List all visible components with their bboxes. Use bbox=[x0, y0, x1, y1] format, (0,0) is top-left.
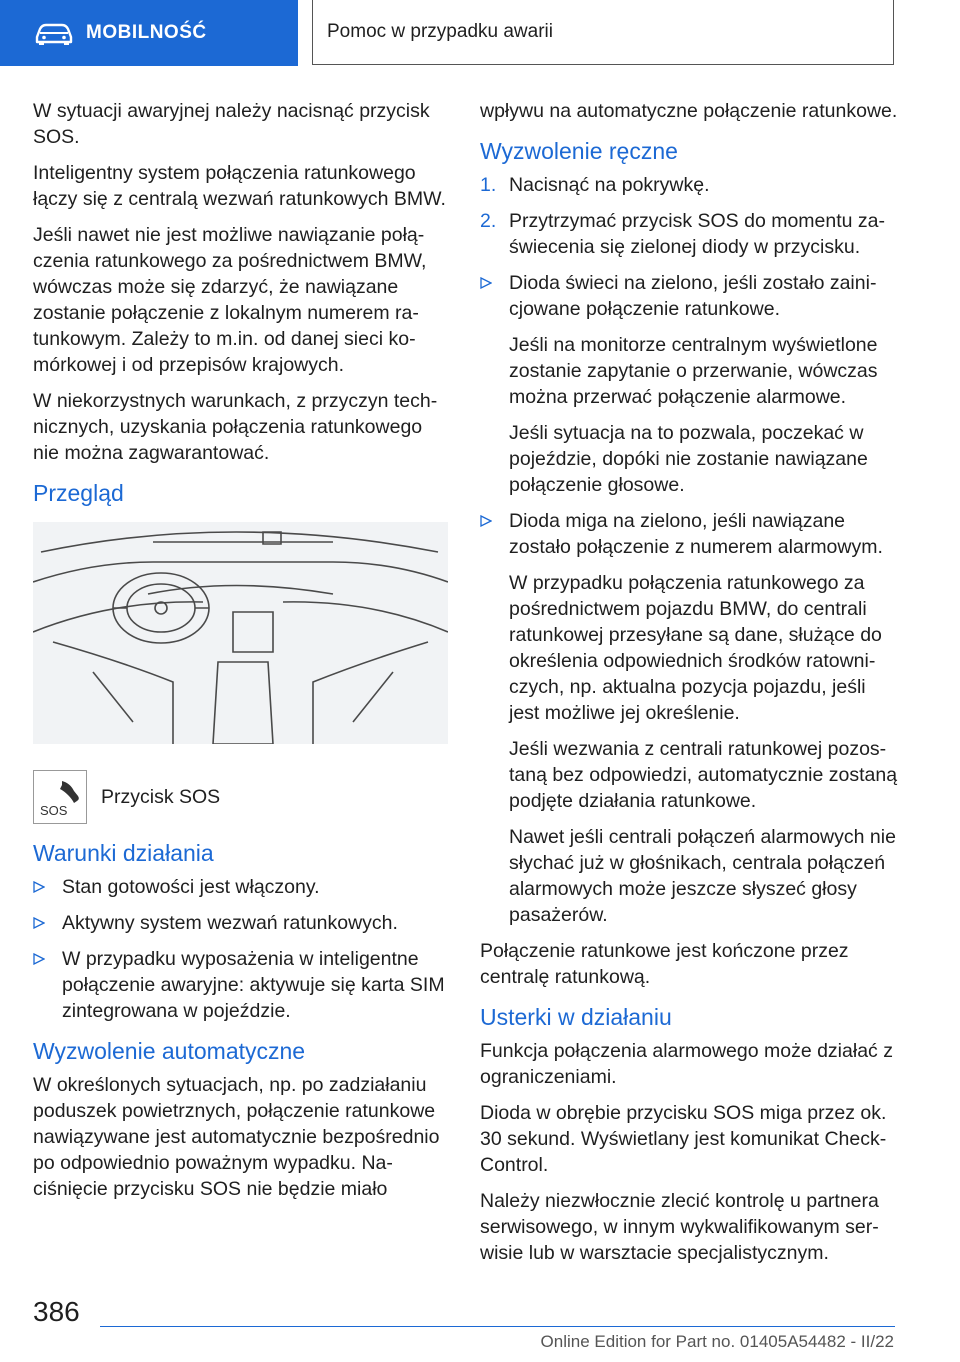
paragraph: W określonych sytuacjach, np. po zadziałaniu poduszek powietrznych, połączenie ratunkowe nawiązywane jest automatycznie bezpośrednio po odpowiednio poważnym wypadku. Naciśnięcie przycisku SOS nie będzie miało bbox=[33, 1074, 440, 1200]
triangle-bullet-icon bbox=[33, 910, 45, 936]
list-item bbox=[33, 874, 448, 900]
paragraph: wpływu na automatyczne połączenie ratunkowe. bbox=[480, 100, 898, 122]
list-item bbox=[33, 946, 448, 1024]
heading-manual-trigger: Wyzwolenie ręczne bbox=[480, 138, 678, 164]
section-label: MOBILNOŚĆ bbox=[86, 22, 207, 43]
triangle-bullet-icon bbox=[480, 270, 492, 296]
paragraph: Połączenie ratunkowe jest kończone przez centralę ratunkową. bbox=[480, 940, 849, 988]
sos-button-icon bbox=[33, 770, 87, 824]
sub-paragraph: Jeśli na monitorze centralnym wyświetlone zostanie zapytanie o przerwanie, wówczas można przerwać połączenie alarmowe. bbox=[509, 334, 878, 408]
paragraph: W niekorzystnych warunkach, z przyczyn technicznych, uzyskania połączenia ratunkowego nie można zagwarantować. bbox=[33, 390, 438, 464]
footer-divider bbox=[100, 1326, 895, 1327]
cockpit-drawing bbox=[33, 522, 448, 744]
step-item bbox=[480, 172, 900, 198]
heading-auto-trigger: Wyzwolenie automatyczne bbox=[33, 1038, 306, 1064]
step-number: 2. bbox=[480, 210, 497, 232]
list-item bbox=[480, 508, 900, 560]
triangle-bullet-icon bbox=[33, 946, 45, 972]
edition-note: Online Edition for Part no. 01405A54482 - II/22 bbox=[540, 1332, 894, 1351]
sub-paragraph: Nawet jeśli centrali połączeń alarmowych nie słychać już w głośnikach, centrala połączeń alarmowych może jeszcze słyszeć głosy pasażerów. bbox=[509, 826, 896, 926]
step-text: Nacisnąć na pokrywkę. bbox=[509, 174, 710, 196]
step-text: Przytrzymać przycisk SOS do momentu zaświecenia się zielonej diody w przycisku. bbox=[509, 210, 886, 258]
triangle-bullet-icon bbox=[480, 508, 492, 534]
heading-conditions: Warunki działania bbox=[33, 840, 214, 866]
sub-paragraph: W przypadku połączenia ratunkowego za pośrednictwem pojazdu BMW, do centrali ratunkowej przesyłane są dane, służące do określenia odpowiednich środków ratowniczych, np. aktualna pozycja pojazdu, jeśli jest możliwe jej określenie. bbox=[509, 572, 882, 724]
heading-overview: Przegląd bbox=[33, 480, 124, 506]
result-list bbox=[480, 508, 900, 560]
list-item bbox=[33, 910, 448, 936]
conditions-list bbox=[33, 874, 448, 1024]
car-icon bbox=[34, 20, 74, 46]
list-item bbox=[480, 270, 900, 322]
list-item-text: W przypadku wyposażenia w inteligentne połączenie awaryjne: aktywuje się karta SIM zintegrowana w pojeździe. bbox=[62, 948, 445, 1022]
step-number: 1. bbox=[480, 174, 497, 196]
section-tab bbox=[0, 0, 298, 66]
result-list bbox=[480, 270, 900, 322]
steps-list bbox=[480, 172, 900, 260]
sos-legend bbox=[33, 760, 448, 824]
list-item-text: Dioda miga na zielono, jeśli nawiązane zostało połączenie z numerem alarmowym. bbox=[509, 510, 883, 558]
paragraph: Jeśli nawet nie jest możliwe nawiązanie połączenia ratunkowego za pośrednictwem BMW, wówczas może się zdarzyć, że nawiązane zostanie połączenie z lokalnym numerem ratunkowym. Zależy to m.in. od danej sieci komórkowej i od przepisów krajowych. bbox=[33, 224, 427, 376]
paragraph: W sytuacji awaryjnej należy nacisnąć przycisk SOS. bbox=[33, 100, 430, 148]
sub-paragraph: Jeśli sytuacja na to pozwala, poczekać w pojeździe, dopóki nie zostanie nawiązane połączenie głosowe. bbox=[509, 422, 868, 496]
step-item bbox=[480, 208, 900, 260]
list-item-text: Aktywny system wezwań ratunkowych. bbox=[62, 912, 398, 934]
chapter-tab bbox=[312, 0, 894, 65]
paragraph: Inteligentny system połączenia ratunkowego łączy się z centralą wezwań ratunkowych BMW. bbox=[33, 162, 446, 210]
list-item-text: Stan gotowości jest włączony. bbox=[62, 876, 320, 898]
list-item-text: Dioda świeci na zielono, jeśli zostało zainicjowane połączenie ratunkowe. bbox=[509, 272, 877, 320]
sos-caption: Przycisk SOS bbox=[101, 786, 221, 808]
paragraph: Dioda w obrębie przycisku SOS miga przez ok. 30 sekund. Wyświetlany jest komunikat Check-Control. bbox=[480, 1102, 887, 1176]
phone-icon bbox=[34, 771, 86, 823]
page-number: 386 bbox=[33, 1296, 80, 1327]
svg-text:SOS: SOS bbox=[40, 803, 68, 818]
dashboard-illustration bbox=[33, 522, 448, 744]
right-column bbox=[480, 98, 900, 1276]
triangle-bullet-icon bbox=[33, 874, 45, 900]
page-header bbox=[0, 0, 960, 66]
heading-faults: Usterki w działaniu bbox=[480, 1004, 672, 1030]
paragraph: Należy niezwłocznie zlecić kontrolę u partnera serwisowego, w innym wykwalifikowanym serwisie lub w warsztacie specjalistycznym. bbox=[480, 1190, 879, 1264]
sub-paragraph: Jeśli wezwania z centrali ratunkowej pozostaną bez odpowiedzi, automatycznie zostaną podjęte działania ratunkowe. bbox=[509, 738, 898, 812]
chapter-title: Pomoc w przypadku awarii bbox=[327, 21, 553, 42]
paragraph: Funkcja połączenia alarmowego może działać z ograniczeniami. bbox=[480, 1040, 893, 1088]
left-column bbox=[33, 98, 448, 1212]
